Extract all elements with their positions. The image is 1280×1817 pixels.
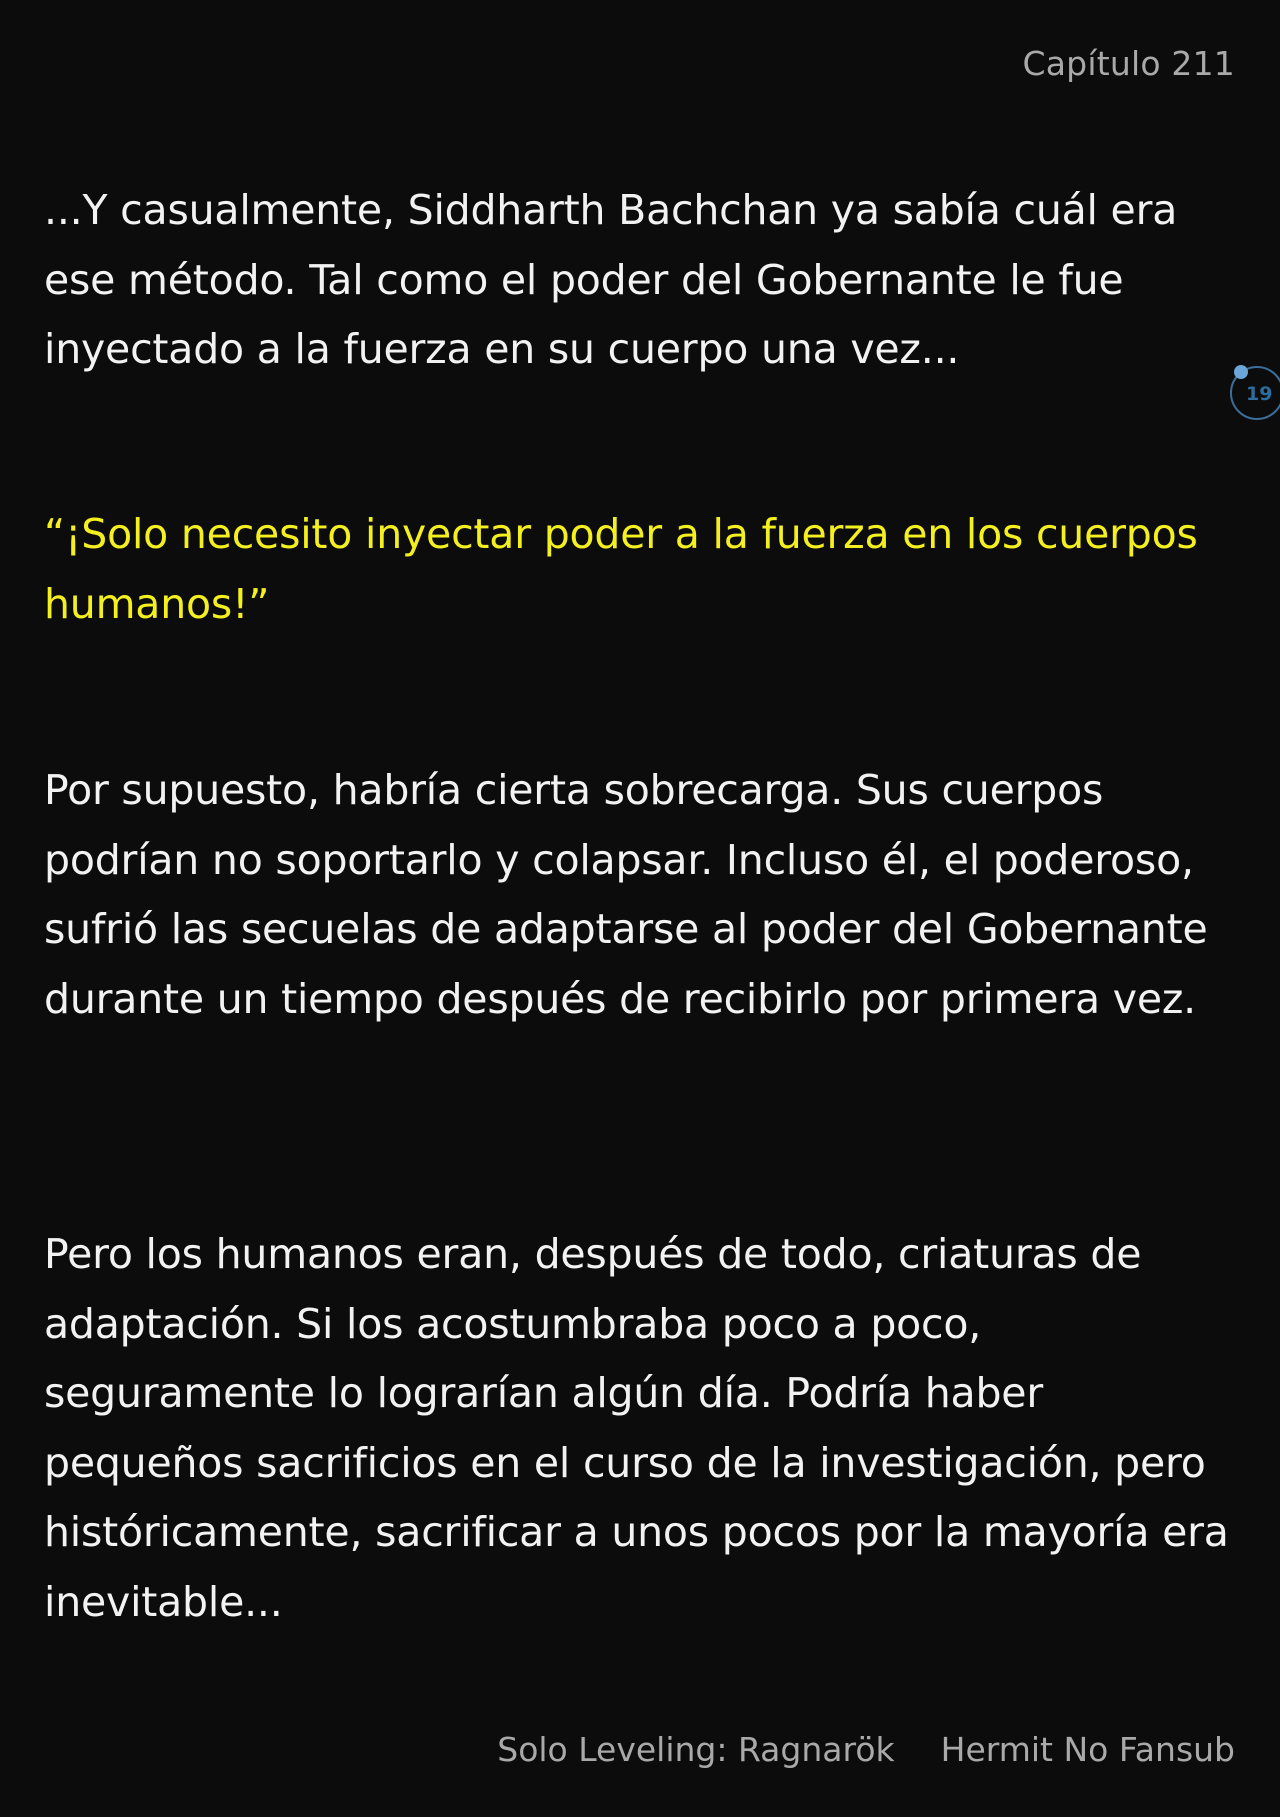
footer [497, 1730, 1235, 1769]
novel-title: Solo Leveling: Ragnarök [497, 1730, 895, 1769]
chapter-title: Capítulo 211 [1022, 44, 1235, 83]
paragraph-4: Pero los humanos eran, después de todo, criaturas de adaptación. Si los acostumbraba poco a poco, seguramente lo lograrían algún día. Podría haber pequeños sacrificios en el curso de la investigación, pero históricamente, sacrificar a unos pocos por la mayoría era inevitable... [44, 1230, 1229, 1626]
progress-dot-icon [1234, 365, 1248, 379]
page-progress-indicator[interactable] [1230, 366, 1280, 420]
page-number: 19 [1246, 383, 1273, 405]
paragraph-1: ...Y casualmente, Siddharth Bachchan ya sabía cuál era ese método. Tal como el poder del Gobernante le fue inyectado a la fuerza en su cuerpo una vez... [44, 186, 1178, 373]
dialogue-paragraph: “¡Solo necesito inyectar poder a la fuerza en los cuerpos humanos!” [44, 510, 1198, 628]
translator-credit: Hermit No Fansub [940, 1730, 1235, 1769]
paragraph-3: Por supuesto, habría cierta sobrecarga. Sus cuerpos podrían no soportarlo y colapsar. Incluso él, el poderoso, sufrió las secuelas de adaptarse al poder del Gobernante durante un tiempo después de recibirlo por primera vez. [44, 766, 1208, 1023]
